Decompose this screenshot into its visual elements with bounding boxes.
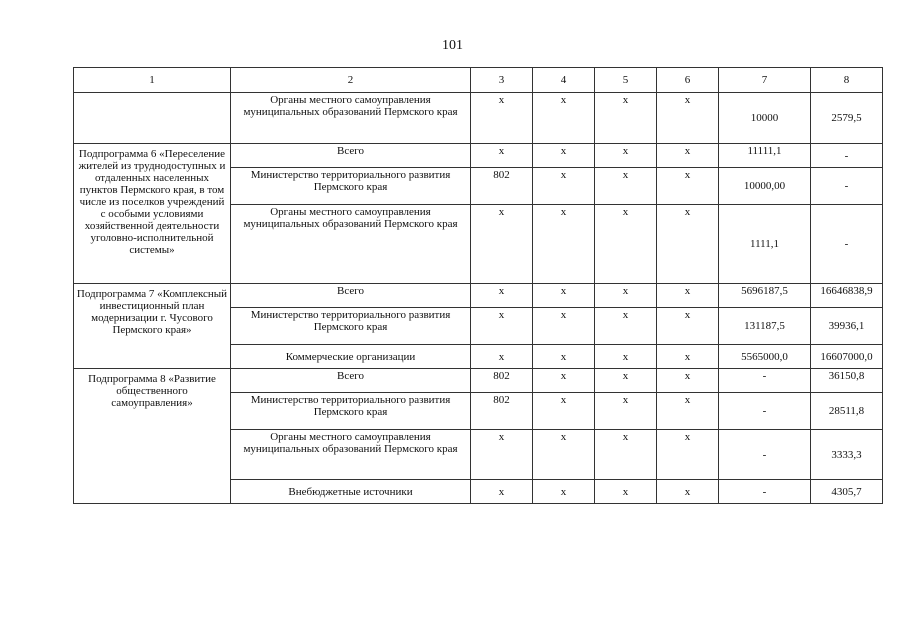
- amount-cell: 3333,3: [811, 430, 883, 480]
- source-cell: Всего: [231, 284, 471, 308]
- header-cell: 8: [811, 68, 883, 93]
- code-cell: х: [595, 369, 657, 393]
- code-cell: х: [657, 308, 719, 345]
- code-cell: х: [595, 308, 657, 345]
- source-cell: Министерство территориального развития Пермского края: [231, 168, 471, 205]
- amount-cell: 5696187,5: [719, 284, 811, 308]
- amount-cell: 10000,00: [719, 168, 811, 205]
- source-cell: Министерство территориального развития Пермского края: [231, 393, 471, 430]
- amount-cell: 16646838,9: [811, 284, 883, 308]
- header-cell: 4: [533, 68, 595, 93]
- amount-cell: -: [719, 430, 811, 480]
- amount-cell: -: [719, 393, 811, 430]
- code-cell: х: [595, 93, 657, 144]
- code-cell: х: [533, 168, 595, 205]
- code-cell: 802: [471, 168, 533, 205]
- code-cell: х: [471, 93, 533, 144]
- amount-cell: 28511,8: [811, 393, 883, 430]
- source-cell: Органы местного самоуправления муниципальных образований Пермского края: [231, 93, 471, 144]
- code-cell: х: [657, 345, 719, 369]
- code-cell: х: [595, 430, 657, 480]
- code-cell: х: [471, 284, 533, 308]
- header-cell: 1: [74, 68, 231, 93]
- code-cell: х: [657, 93, 719, 144]
- code-cell: х: [471, 144, 533, 168]
- amount-cell: 11111,1: [719, 144, 811, 168]
- code-cell: х: [595, 393, 657, 430]
- amount-cell: 36150,8: [811, 369, 883, 393]
- amount-cell: 2579,5: [811, 93, 883, 144]
- code-cell: х: [533, 93, 595, 144]
- code-cell: х: [533, 284, 595, 308]
- page-number: 101: [442, 38, 463, 53]
- amount-cell: 5565000,0: [719, 345, 811, 369]
- header-cell: 6: [657, 68, 719, 93]
- source-cell: Коммерческие организации: [231, 345, 471, 369]
- code-cell: х: [533, 369, 595, 393]
- source-cell: Всего: [231, 369, 471, 393]
- header-cell: 3: [471, 68, 533, 93]
- source-cell: Министерство территориального развития Пермского края: [231, 308, 471, 345]
- code-cell: х: [595, 480, 657, 504]
- code-cell: х: [471, 480, 533, 504]
- amount-cell: -: [719, 480, 811, 504]
- code-cell: 802: [471, 369, 533, 393]
- code-cell: х: [657, 393, 719, 430]
- table-row: [74, 369, 883, 393]
- source-cell: Всего: [231, 144, 471, 168]
- source-cell: Органы местного самоуправления муниципальных образований Пермского края: [231, 430, 471, 480]
- amount-cell: -: [811, 205, 883, 284]
- code-cell: х: [657, 205, 719, 284]
- code-cell: х: [533, 205, 595, 284]
- code-cell: х: [657, 168, 719, 205]
- header-cell: 7: [719, 68, 811, 93]
- code-cell: 802: [471, 393, 533, 430]
- code-cell: х: [595, 205, 657, 284]
- code-cell: х: [657, 430, 719, 480]
- code-cell: х: [533, 430, 595, 480]
- code-cell: х: [595, 144, 657, 168]
- code-cell: х: [657, 480, 719, 504]
- table-header-row: [74, 68, 883, 93]
- table-row: [74, 93, 883, 144]
- code-cell: х: [533, 144, 595, 168]
- amount-cell: 4305,7: [811, 480, 883, 504]
- program-cell: Подпрограмма 8 «Развитие общественного самоуправления»: [74, 369, 231, 504]
- code-cell: х: [471, 308, 533, 345]
- code-cell: х: [471, 345, 533, 369]
- code-cell: х: [657, 369, 719, 393]
- code-cell: х: [471, 430, 533, 480]
- amount-cell: 39936,1: [811, 308, 883, 345]
- amount-cell: 16607000,0: [811, 345, 883, 369]
- code-cell: х: [595, 168, 657, 205]
- code-cell: х: [471, 205, 533, 284]
- amount-cell: -: [811, 168, 883, 205]
- table-row: [74, 144, 883, 168]
- header-cell: 2: [231, 68, 471, 93]
- code-cell: х: [533, 345, 595, 369]
- code-cell: х: [595, 284, 657, 308]
- budget-table: [73, 67, 883, 504]
- code-cell: х: [533, 308, 595, 345]
- header-cell: 5: [595, 68, 657, 93]
- code-cell: х: [657, 144, 719, 168]
- code-cell: х: [533, 393, 595, 430]
- amount-cell: -: [719, 369, 811, 393]
- program-cell: Подпрограмма 7 «Комплексный инвестиционный план модернизации г. Чусового Пермского края»: [74, 284, 231, 369]
- amount-cell: -: [811, 144, 883, 168]
- program-cell: Подпрограмма 6 «Переселение жителей из труднодоступных и отдаленных населенных пунктов Пермского края, в том числе из поселков учреждений с особыми условиями хозяйственной деятельности уголовно-исполнительной системы»: [74, 144, 231, 284]
- table-row: [74, 284, 883, 308]
- program-cell: [74, 93, 231, 144]
- amount-cell: 10000: [719, 93, 811, 144]
- amount-cell: 131187,5: [719, 308, 811, 345]
- amount-cell: 1111,1: [719, 205, 811, 284]
- source-cell: Внебюджетные источники: [231, 480, 471, 504]
- code-cell: х: [595, 345, 657, 369]
- code-cell: х: [657, 284, 719, 308]
- source-cell: Органы местного самоуправления муниципальных образований Пермского края: [231, 205, 471, 284]
- code-cell: х: [533, 480, 595, 504]
